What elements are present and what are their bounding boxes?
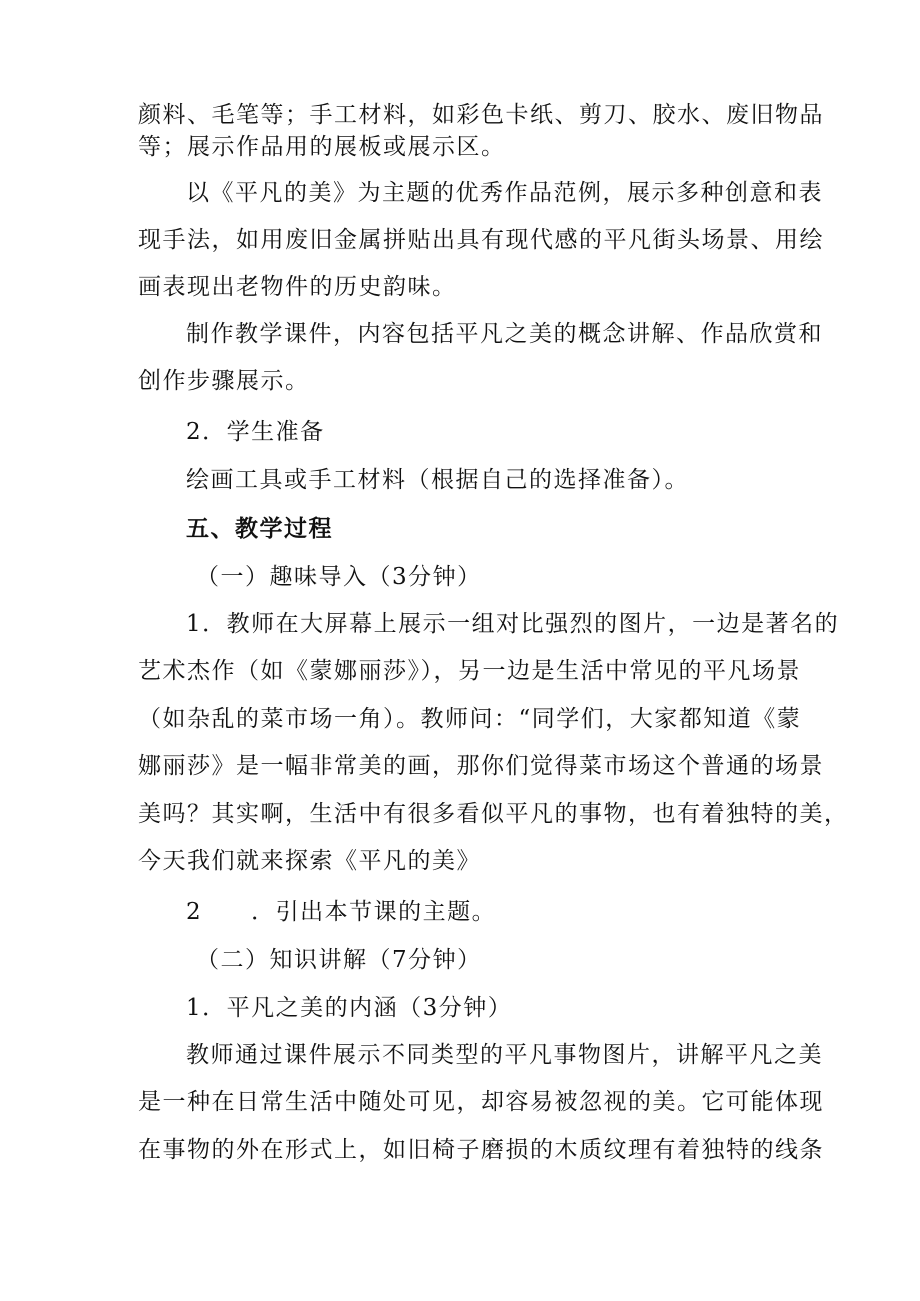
text-line-techniques: 现手法，如用废旧金属拼贴出具有现代感的平凡街头场景、用绘 (138, 227, 824, 253)
subheading-introduction: （一）趣味导入（3分钟） (196, 564, 482, 590)
text-line-materials: 颜料、毛笔等；手工材料，如彩色卡纸、剪刀、胶水、废旧物品 (138, 102, 824, 128)
text-line-examples: 以《平凡的美》为主题的优秀作品范例，展示多种创意和表 (186, 180, 823, 206)
text-line-steps: 创作步骤展示。 (138, 368, 310, 394)
text-line-student-prep: 2．学生准备 (186, 419, 325, 445)
text-line-intro-3: （如杂乱的菜市场一角）。教师问：“同学们，大家都知道《蒙 (138, 706, 802, 732)
subheading-knowledge: （二）知识讲解（7分钟） (196, 947, 482, 973)
text-line-intro-1: 1．教师在大屏幕上展示一组对比强烈的图片，一边是著名的 (186, 611, 840, 637)
text-line-tools: 绘画工具或手工材料（根据自己的选择准备）。 (186, 467, 689, 493)
text-line-topic: 2 ．引出本节课的主题。 (186, 899, 497, 925)
text-line-intro-6: 今天我们就来探索《平凡的美》 (138, 848, 481, 874)
text-line-explain-3: 在事物的外在形式上，如旧椅子磨损的木质纹理有着独特的线条 (138, 1137, 824, 1163)
section-heading-process: 五、教学过程 (186, 516, 333, 542)
text-line-courseware: 制作教学课件，内容包括平凡之美的概念讲解、作品欣赏和 (186, 321, 823, 347)
text-line-intro-5: 美吗？其实啊，生活中有很多看似平凡的事物，也有着独特的美， (138, 801, 849, 827)
text-line-explain-2: 是一种在日常生活中随处可见，却容易被忽视的美。它可能体现 (138, 1089, 824, 1115)
text-line-connotation: 1．平凡之美的内涵（3分钟） (186, 995, 513, 1021)
text-line-explain-1: 教师通过课件展示不同类型的平凡事物图片，讲解平凡之美 (186, 1042, 823, 1068)
text-line-intro-4: 娜丽莎》是一幅非常美的画，那你们觉得菜市场这个普通的场景 (138, 753, 824, 779)
text-line-intro-2: 艺术杰作（如《蒙娜丽莎》），另一边是生活中常见的平凡场景 (138, 658, 801, 684)
text-line-display-area: 等；展示作品用的展板或展示区。 (138, 134, 506, 160)
text-line-history: 画表现出老物件的历史韵味。 (138, 274, 457, 300)
